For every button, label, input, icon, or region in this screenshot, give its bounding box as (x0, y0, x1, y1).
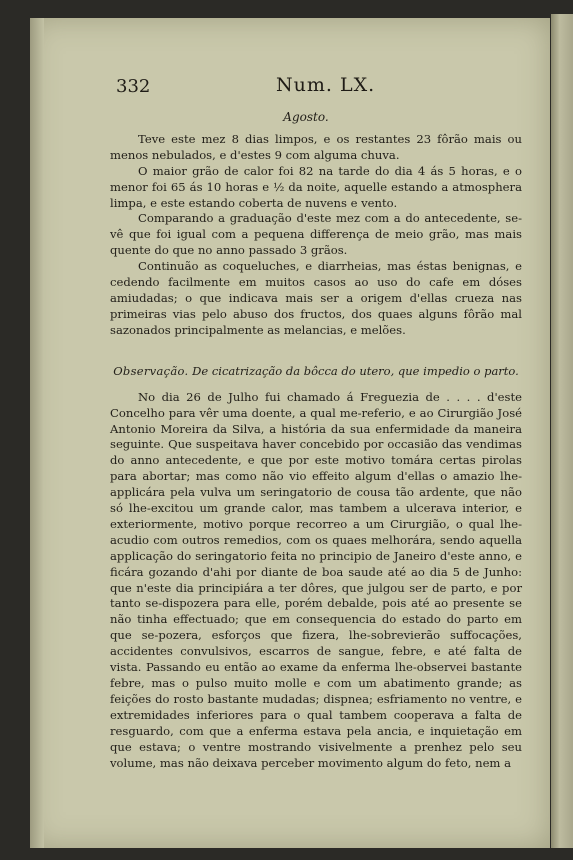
paragraph-weather: Teve este mez 8 dias limpos, e os restantes 23 fôrão mais ou menos nebulados, e d'estes 9 com alguma chuva. (110, 131, 522, 162)
paragraph-temperature: O maior grão de calor foi 82 na tarde do dia 4 ás 5 horas, e o menor foi 65 ás 10 horas e ½ da noite, aquelle estando a atmosphera limpa, e este estando coberta de nuvens e vento. (110, 163, 522, 210)
next-page-edge (551, 14, 573, 848)
observation-label: Observação. (113, 363, 189, 378)
page-header (116, 54, 516, 97)
page-number: 332 (116, 76, 151, 97)
observation-heading (110, 363, 522, 379)
observation-title: De cicatrização da bôcca do utero, que impedio o parto. (192, 363, 519, 378)
paragraph-case: No dia 26 de Julho fui chamado á Freguezia de . . . . d'este Concelho para vêr uma doente, a qual me-referio, e ao Cirurgião José Antonio Moreira da Silva, a história da sua enfermidade da maneira seguinte. Que suspeitava haver concebido por occasião das vendimas do anno antecedente, e que por este motivo tomára certas pirolas para abortar; mas como não vio effeito algum d'ellas o amazio lhe-applicára pela vulva um seringatorio de cousa tão ardente, que não só lhe-excitou um grande calor, mas tambem a ulcerava interior, e exteriormente, motivo porque recorreo a um Cirurgião, o qual lhe-acudio com outros remedios, com os quaes melhorára, sendo aquella applicação do seringatorio feita no principio de Janeiro d'este anno, e ficára gozando d'ahi por diante de boa saude até ao dia 5 de Junho: que n'este dia principiára a ter dôres, que julgou ser de parto, e por tanto se-dispozera para elle, porém debalde, pois até ao presente se não tinha effectuado; que em consequencia do estado do parto em que se-pozera, esforços que fizera, lhe-sobrevierão suffocações, accidentes convulsivos, escarros de sangue, febre, e até falta de vista. Passando eu então ao exame da enferma lhe-observei bastante febre, mas o pulso muito molle e com um abatimento grande; as feições do rosto bastante mudadas; dispnea; esfriamento no ventre, e extremidades inferiores para o qual tambem cooperava a falta de resguardo, com que a enferma estava pela ancia, e inquietação em que estava; o ventre mostrando visivelmente a prenhez pelo seu volume, mas não deixava perceber movimento algum do feto, nem a (110, 389, 522, 770)
binding-strip (30, 18, 44, 848)
running-head: Num. LX. (276, 74, 376, 96)
month-heading: Agosto. (283, 110, 329, 124)
body-text (110, 110, 522, 771)
paragraph-diseases: Continuão as coqueluches, e diarrheias, mas éstas benignas, e cedendo facilmente em muitos casos ao uso do cafe em dóses amiudadas; o que indicava mais ser a origem d'ellas crueza nas primeiras vias pelo abuso dos fructos, dos quaes alguns fôrão mal sazonados principalmente as melancias, e melões. (110, 259, 522, 337)
paragraph-comparison: Comparando a graduação d'este mez com a do antecedente, se-vê que foi igual com a pequena differença de meio grão, mas mais quente do que no anno passado 3 grãos. (110, 211, 522, 258)
